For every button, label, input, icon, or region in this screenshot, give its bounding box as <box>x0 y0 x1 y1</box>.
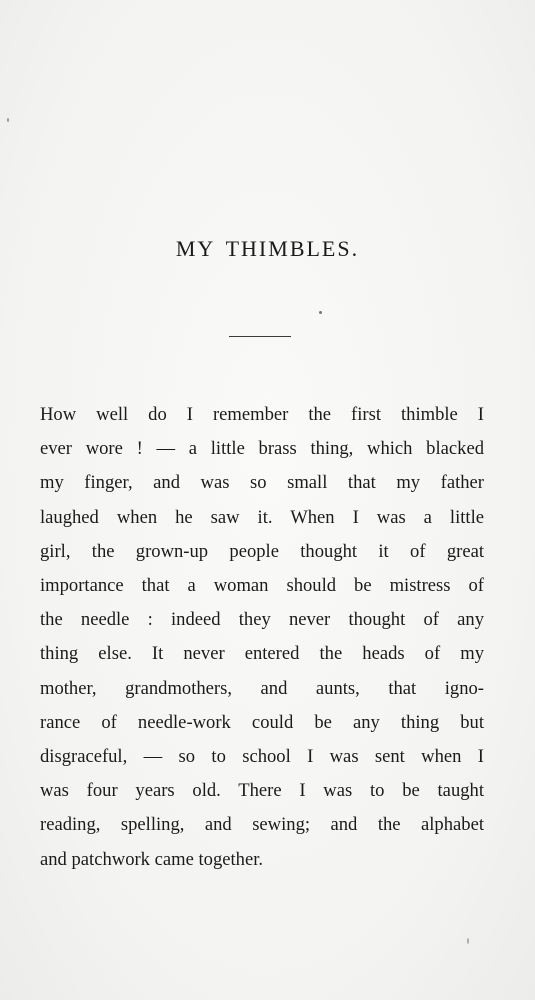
chapter-paragraph <box>40 398 484 877</box>
title-divider <box>229 336 291 337</box>
text-line: reading, spelling, and sewing; and the alphabet <box>40 814 484 836</box>
text-line: importance that a woman should be mistress of <box>40 575 484 597</box>
text-line: girl, the grown-up people thought it of great <box>40 540 484 562</box>
text-line: and patchwork came together. <box>40 848 264 870</box>
text-line: ever wore ! — a little brass thing, which blacked <box>40 438 484 460</box>
text-line: disgraceful, — so to school I was sent when I <box>40 746 484 768</box>
text-line: laughed when he saw it. When I was a little <box>40 506 484 528</box>
text-line: the needle : indeed they never thought of any <box>40 609 484 631</box>
text-line: thing else. It never entered the heads of my <box>40 643 484 665</box>
text-line: rance of needle-work could be any thing but <box>40 711 484 733</box>
page-speck <box>319 311 322 314</box>
chapter-title: MY THIMBLES. <box>175 236 360 261</box>
text-line: mother, grandmothers, and aunts, that igno- <box>40 677 484 699</box>
page-speck <box>467 938 469 944</box>
text-line: How well do I remember the first thimble I <box>40 404 484 425</box>
page-speck <box>7 118 9 122</box>
text-line: was four years old. There I was to be taught <box>40 780 484 802</box>
text-line: my finger, and was so small that my father <box>40 472 484 494</box>
